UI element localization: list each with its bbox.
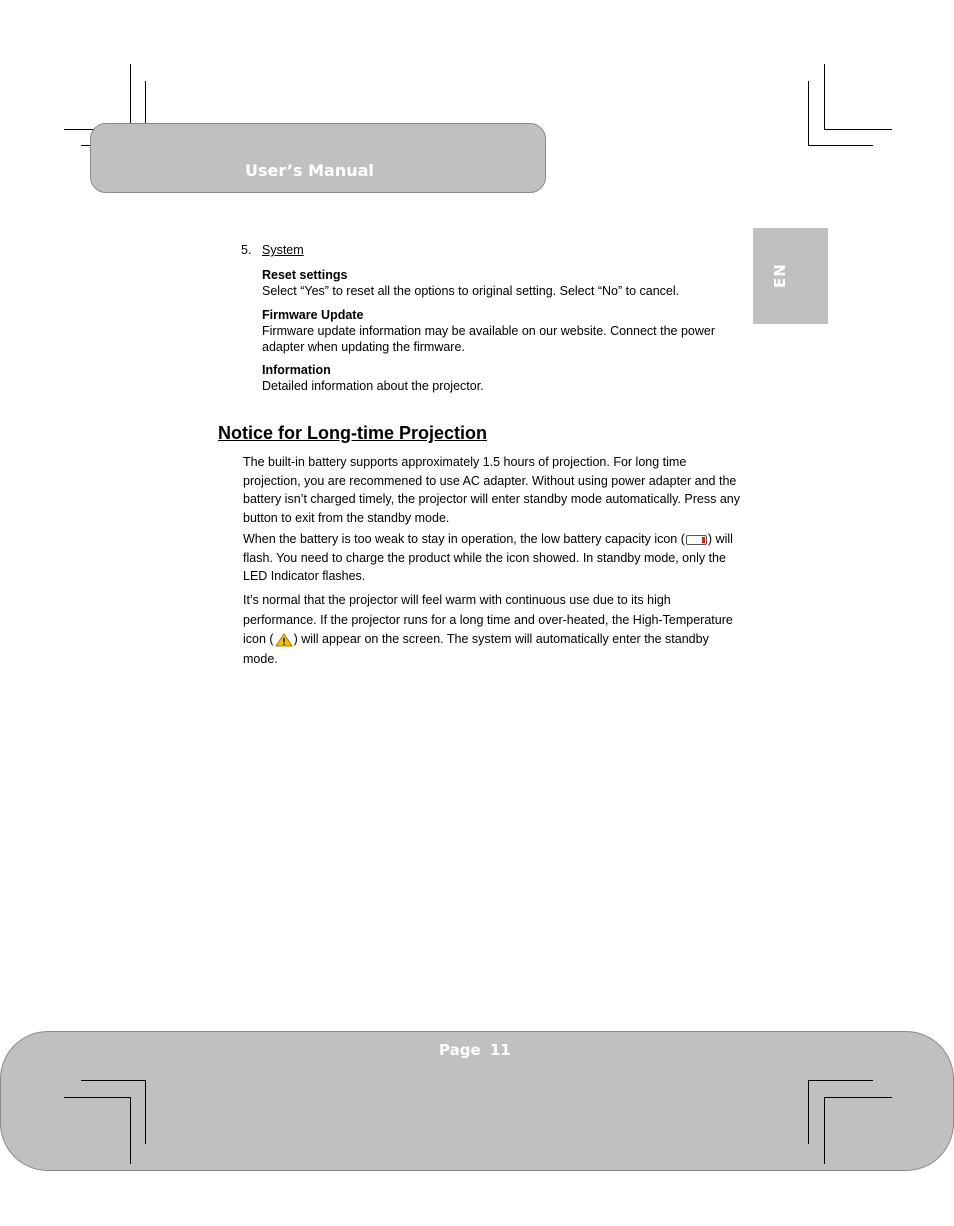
crop-mark	[808, 1080, 873, 1081]
notice-heading: Notice for Long-time Projection	[218, 423, 488, 443]
crop-mark	[808, 81, 809, 146]
list-number: 5.	[241, 243, 252, 257]
crop-mark	[824, 1097, 825, 1164]
item-text: Firmware update information may be available on our website. Connect the power adapter when updating the firmware.	[262, 324, 716, 354]
section-heading-system: System	[262, 243, 304, 257]
crop-mark	[824, 129, 892, 130]
notice-paragraph	[243, 530, 741, 586]
crop-mark	[81, 1080, 146, 1081]
item-heading: Information	[262, 363, 331, 377]
item-heading: Firmware Update	[262, 308, 364, 322]
page-number: Page 11	[439, 1041, 511, 1059]
language-label: EN	[771, 263, 789, 288]
list-item	[262, 267, 732, 299]
list-item	[262, 362, 732, 394]
para-text: When the battery is too weak to stay in operation, the low battery capacity icon (	[243, 532, 685, 546]
notice-paragraph	[243, 591, 741, 669]
item-text: Detailed information about the projector.	[262, 379, 484, 393]
language-tab	[753, 228, 828, 324]
crop-mark	[808, 145, 873, 146]
crop-mark	[824, 1097, 892, 1098]
crop-mark	[808, 1080, 809, 1144]
list-item	[262, 307, 732, 355]
item-text: Select “Yes” to reset all the options to original setting. Select “No” to cancel.	[262, 284, 680, 298]
para-text: It’s normal that the projector will feel warm with continuous use due to its high performance. If the projector runs for a long time and over-heated, the High-Temperature icon (	[243, 593, 733, 646]
crop-mark	[145, 1080, 146, 1144]
item-heading: Reset settings	[262, 268, 348, 282]
high-temperature-warning-icon	[275, 633, 293, 647]
para-text: ) will appear on the screen. The system will automatically enter the standby mode.	[243, 632, 709, 666]
crop-mark	[130, 1097, 131, 1164]
crop-mark	[824, 64, 825, 130]
manual-title: User’s Manual	[245, 161, 374, 180]
crop-mark	[64, 1097, 131, 1098]
low-battery-icon	[686, 535, 707, 545]
crop-mark	[130, 64, 131, 130]
header-tab	[90, 123, 546, 193]
para-text: ) will flash. You need to charge the product while the icon showed. In standby mode, only the LED Indicator flashes.	[243, 532, 733, 583]
notice-paragraph: The built-in battery supports approximately 1.5 hours of projection. For long time projection, you are recommened to use AC adapter. Without using power adapter and the battery isn’t charged timely, the projector will enter standby mode automatically. Press any button to exit from the standby mode.	[243, 455, 740, 525]
